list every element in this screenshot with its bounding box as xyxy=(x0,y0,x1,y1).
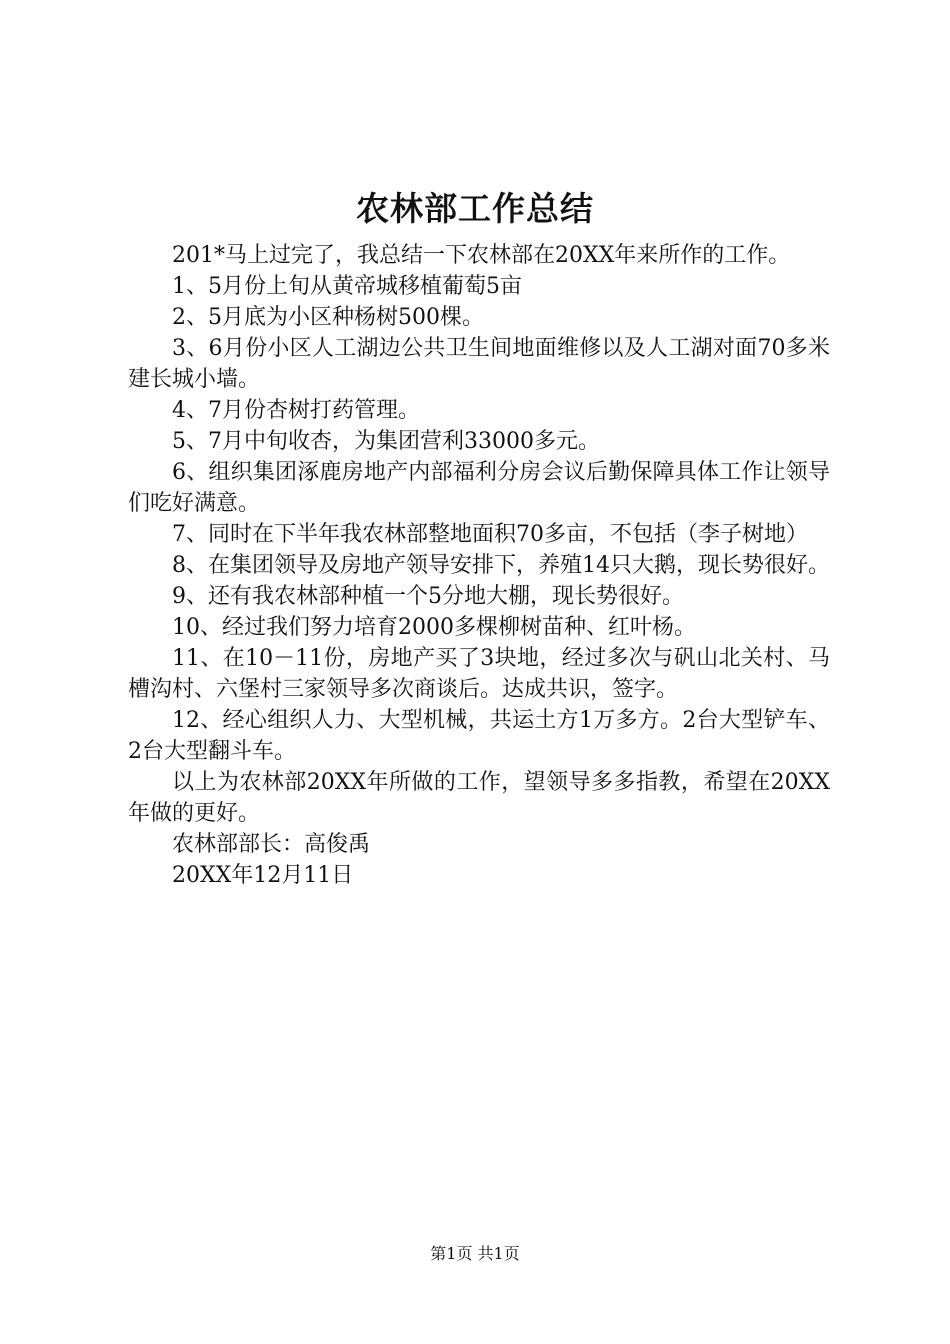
page-footer: 第1页 共1页 xyxy=(430,1244,520,1263)
list-item: 4、7月份杏树打药管理。 xyxy=(172,398,420,423)
list-item: 8、在集团领导及房地产领导安排下，养殖14只大鹅，现长势很好。 xyxy=(172,553,830,578)
signature-line: 农林部部长：高俊禹 xyxy=(172,832,371,857)
paragraph-conclusion: 以上为农林部20XX年所做的工作，望领导多多指教，希望在20XX年做的更好。 xyxy=(128,770,830,826)
document-title: 农林部工作总结 xyxy=(356,189,594,228)
list-item: 1、5月份上旬从黄帝城移植葡萄5亩 xyxy=(172,274,522,299)
list-item: 9、还有我农林部种植一个5分地大棚，现长势很好。 xyxy=(172,584,684,609)
list-item: 2、5月底为小区种杨树500棵。 xyxy=(172,305,484,330)
list-item: 11、在10－11份，房地产买了3块地，经过多次与矾山北关村、马槽沟村、六堡村三家领导多次商谈后。达成共识，签字。 xyxy=(128,646,830,702)
list-item: 7、同时在下半年我农林部整地面积70多亩，不包括（李子树地） xyxy=(172,522,808,547)
list-item: 6、组织集团涿鹿房地产内部福利分房会议后勤保障具体工作让领导们吃好满意。 xyxy=(128,460,830,516)
document-body xyxy=(128,240,830,891)
date-line: 20XX年12月11日 xyxy=(172,863,354,888)
list-item: 5、7月中旬收杏，为集团营利33000多元。 xyxy=(172,429,600,454)
paragraph-intro: 201*马上过完了，我总结一下农林部在20XX年来所作的工作。 xyxy=(172,243,791,268)
list-item: 3、6月份小区人工湖边公共卫生间地面维修以及人工湖对面70多米建长城小墙。 xyxy=(128,336,830,392)
list-item: 12、经心组织人力、大型机械，共运土方1万多方。2台大型铲车、2台大型翻斗车。 xyxy=(128,708,830,764)
list-item: 10、经过我们努力培育2000多棵柳树苗种、红叶杨。 xyxy=(172,615,696,640)
